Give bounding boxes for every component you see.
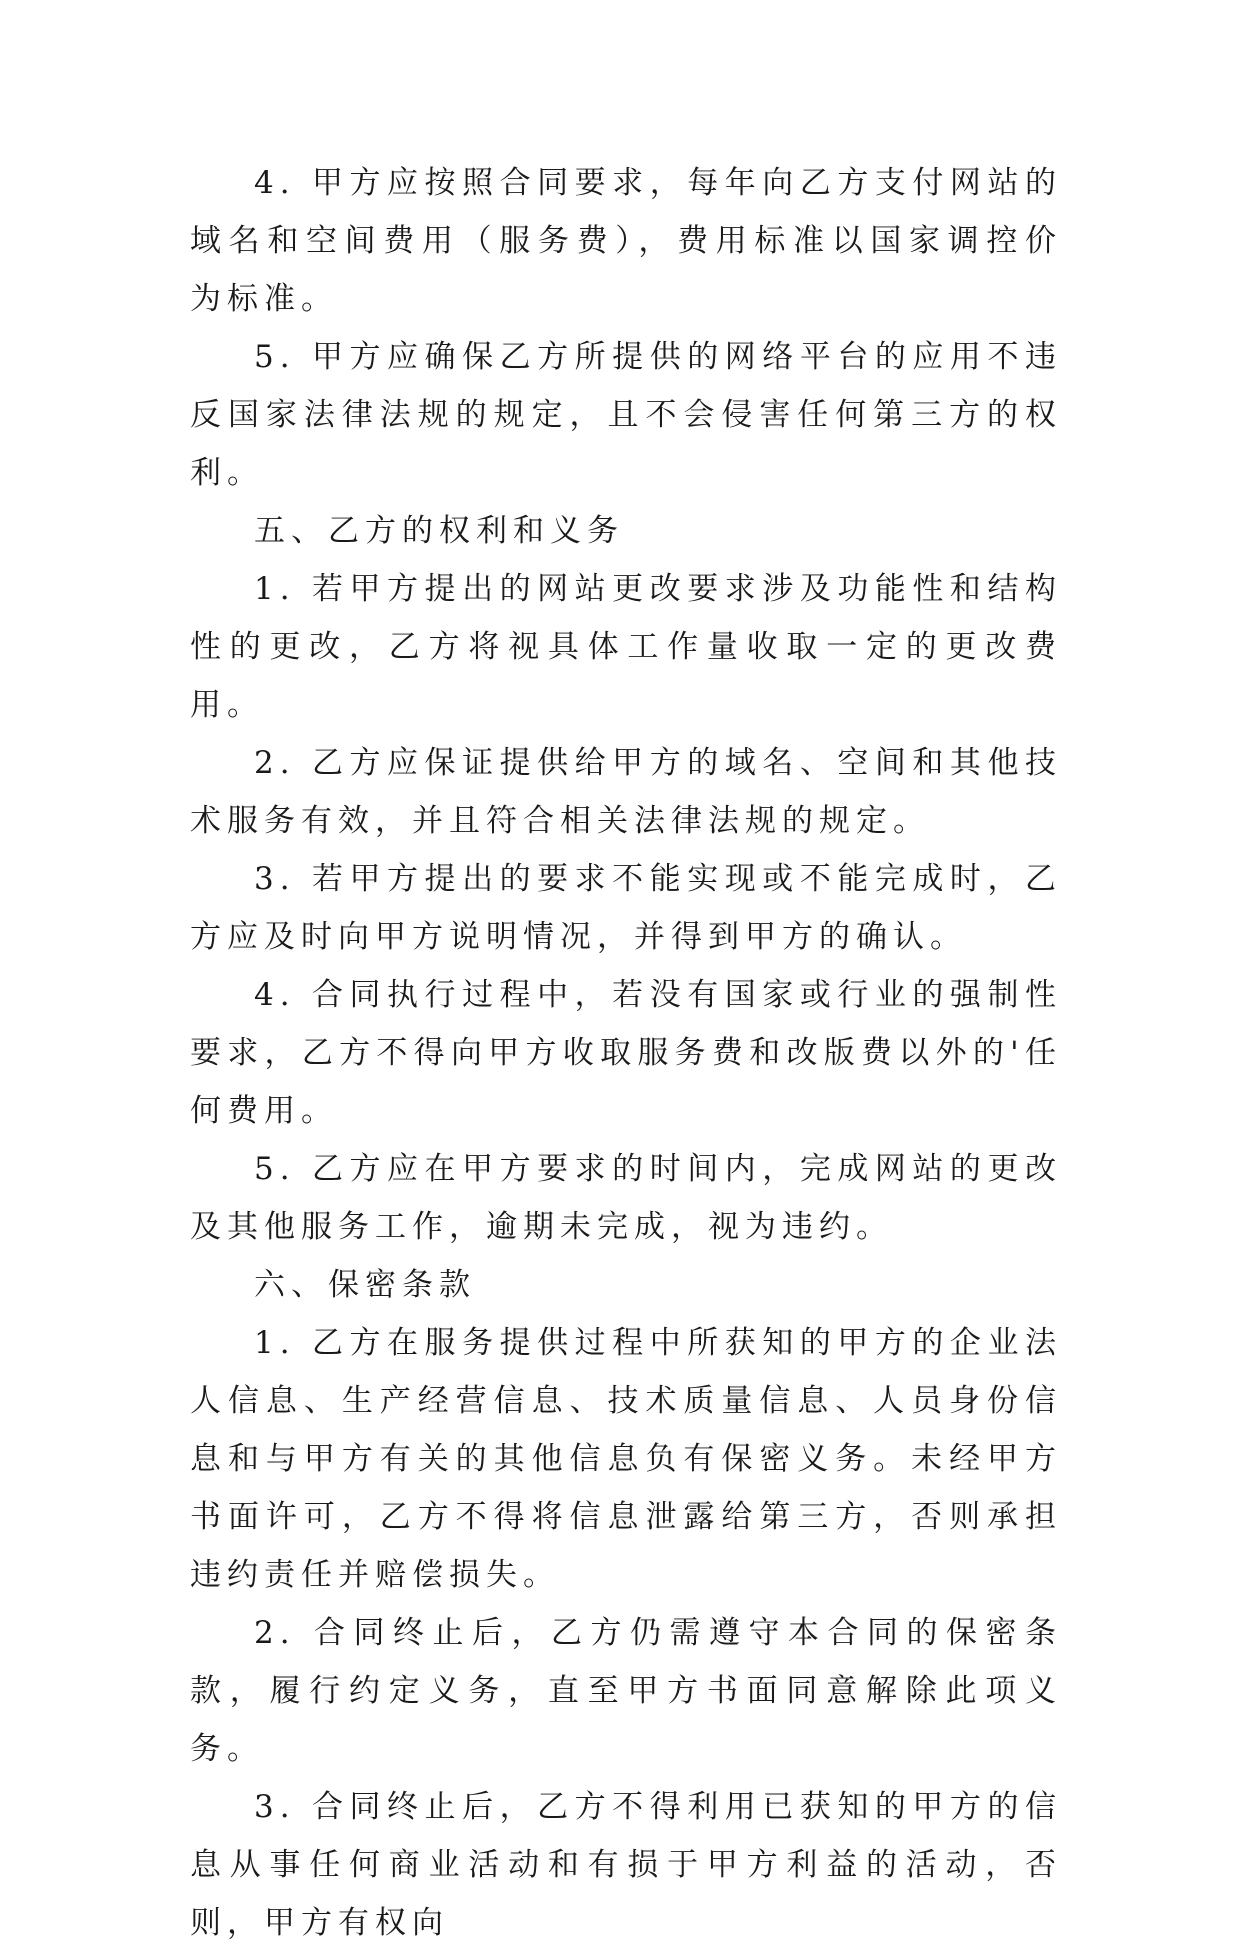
clause-4-payment: 4. 甲方应按照合同要求，每年向乙方支付网站的域名和空间费用（服务费），费用标准以国家调控价为标准。 [190, 165, 1062, 317]
clause-5-compliance: 5. 甲方应确保乙方所提供的网络平台的应用不违反国家法律法规的规定，且不会侵害任何第三方的权利。 [190, 339, 1062, 491]
clause-b-4-no-extra-fees: 4. 合同执行过程中，若没有国家或行业的强制性要求，乙方不得向甲方收取服务费和改版费以外的'任何费用。 [190, 977, 1062, 1129]
clause-b-5-timely-completion: 5. 乙方应在甲方要求的时间内，完成网站的更改及其他服务工作，逾期未完成，视为违约。 [190, 1151, 1062, 1245]
clause-b-1-change-fee: 1. 若甲方提出的网站更改要求涉及功能性和结构性的更改，乙方将视具体工作量收取一定的更改费用。 [190, 571, 1062, 723]
section-heading-party-b-rights: 五、乙方的权利和义务 [254, 513, 624, 549]
clause-c-1-confidentiality-duty: 1. 乙方在服务提供过程中所获知的甲方的企业法人信息、生产经营信息、技术质量信息、人员身份信息和与甲方有关的其他信息负有保密义务。未经甲方书面许可，乙方不得将信息泄露给第三方，否则承担违约责任并赔偿损失。 [190, 1325, 1062, 1593]
clause-c-2-post-termination: 2. 合同终止后，乙方仍需遵守本合同的保密条款，履行约定义务，直至甲方书面同意解除此项义务。 [190, 1615, 1062, 1767]
clause-b-3-notification: 3. 若甲方提出的要求不能实现或不能完成时，乙方应及时向甲方说明情况，并得到甲方的确认。 [190, 861, 1062, 955]
clause-c-3-no-commercial-use: 3. 合同终止后，乙方不得利用已获知的甲方的信息从事任何商业活动和有损于甲方利益的活动，否则，甲方有权向 [190, 1789, 1062, 1941]
contract-page [190, 154, 1062, 1952]
clause-b-2-service-validity: 2. 乙方应保证提供给甲方的域名、空间和其他技术服务有效，并且符合相关法律法规的规定。 [190, 745, 1062, 839]
section-heading-confidentiality: 六、保密条款 [254, 1267, 476, 1303]
